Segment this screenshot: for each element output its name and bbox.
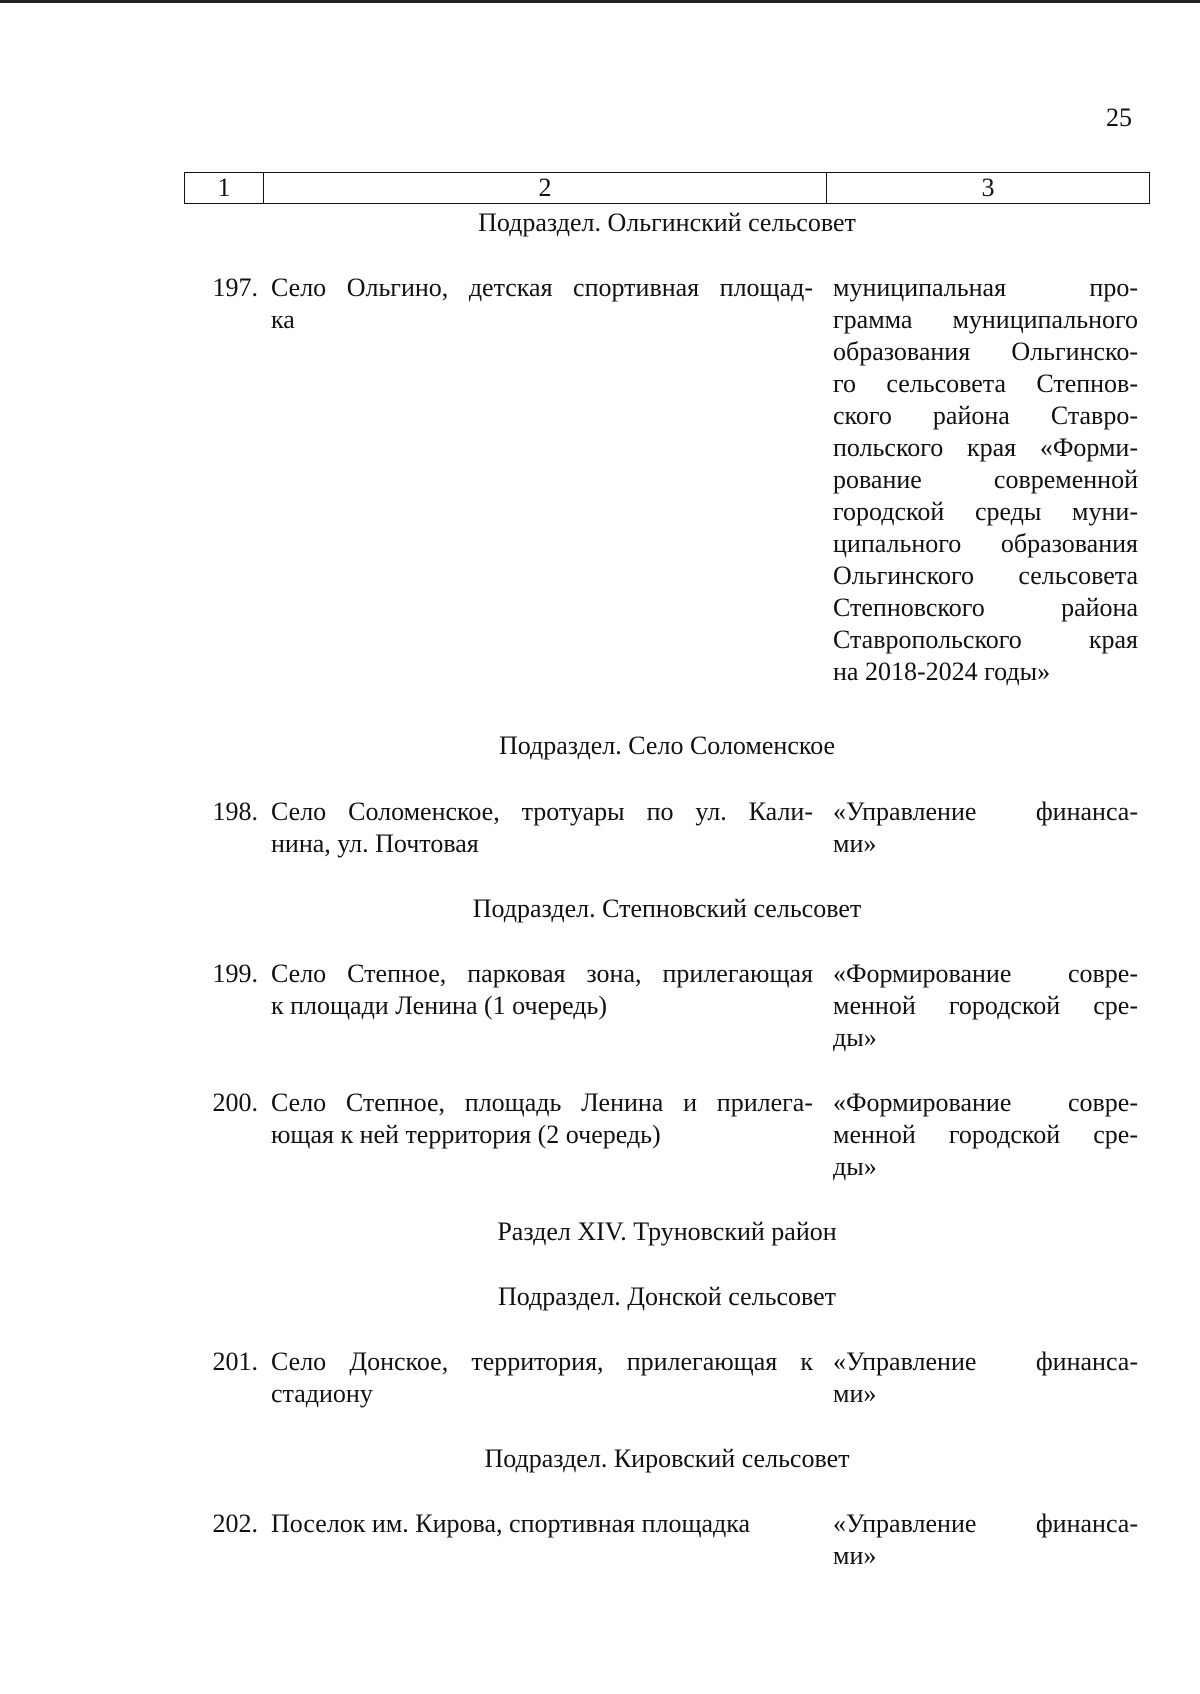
text-line: нина, ул. Почтовая (271, 829, 479, 858)
text-line: го сельсовета Степнов- (833, 369, 1138, 398)
text-line: «Управление финанса- (833, 797, 1138, 826)
row-program-name (833, 1346, 1138, 1410)
column-header-3: 3 (827, 173, 1150, 204)
text-line: ми» (833, 829, 877, 858)
row-number: 200. (212, 1088, 258, 1117)
text-line: стадиону (271, 1379, 373, 1408)
text-line: городской среды муни- (833, 497, 1138, 526)
row-program-name (833, 958, 1138, 1054)
text-line: «Формирование совре- (833, 1088, 1138, 1117)
text-line: «Управление финанса- (833, 1509, 1138, 1538)
text-line: грамма муниципального (833, 305, 1138, 334)
column-header-2: 2 (264, 173, 827, 204)
row-program-name (833, 1508, 1138, 1572)
text-line: «Управление финанса- (833, 1347, 1138, 1376)
text-line: ми» (833, 1379, 877, 1408)
text-line: ды» (833, 1152, 877, 1181)
text-line: рование современной (833, 465, 1138, 494)
text-line: «Формирование совре- (833, 959, 1138, 988)
row-number: 199. (212, 959, 258, 988)
top-border-line (0, 0, 1200, 3)
row-object-description (271, 1346, 813, 1410)
row-object-description (271, 958, 813, 1022)
row-number: 201. (212, 1347, 258, 1376)
text-line: ми» (833, 1541, 877, 1570)
text-line: менной городской сре- (833, 991, 1138, 1020)
text-line: Село Степное, площадь Ленина и прилега- (271, 1088, 813, 1117)
text-line: ципального образования (833, 529, 1138, 558)
text-line: ского района Ставро- (833, 401, 1138, 430)
text-line: Село Соломенское, тротуары по ул. Кали- (271, 797, 813, 826)
subsection-heading: Подраздел. Донской сельсовет (497, 1282, 837, 1311)
text-line: Село Донское, территория, прилегающая к (271, 1347, 813, 1376)
row-program-name (833, 272, 1138, 688)
text-line: Село Степное, парковая зона, прилегающая (271, 959, 813, 988)
column-header-1: 1 (185, 173, 264, 204)
text-line: менной городской сре- (833, 1120, 1138, 1149)
text-line: Степновского района (833, 593, 1138, 622)
row-object-description (271, 1508, 813, 1540)
column-header-table (184, 172, 1150, 204)
text-line: к площади Ленина (1 очередь) (271, 991, 608, 1020)
page-number: 25 (1106, 103, 1132, 132)
subsection-heading: Подраздел. Кировский сельсовет (484, 1444, 850, 1473)
row-object-description (271, 272, 813, 336)
text-line: муниципальная про- (833, 273, 1138, 302)
text-line: Поселок им. Кирова, спортивная площадка (271, 1509, 751, 1538)
text-line: Ставропольского края (833, 625, 1138, 654)
text-line: образования Ольгинско- (833, 337, 1138, 366)
text-line: Село Ольгино, детская спортивная площад- (271, 273, 813, 302)
subsection-heading: Подраздел. Степновский сельсовет (472, 894, 862, 923)
text-line: ка (271, 305, 295, 334)
row-object-description (271, 796, 813, 860)
row-object-description (271, 1087, 813, 1151)
text-line: ющая к ней территория (2 очередь) (271, 1120, 661, 1149)
row-number: 197. (212, 273, 258, 302)
text-line: на 2018-2024 годы» (833, 657, 1051, 686)
subsection-heading: Подраздел. Ольгинский сельсовет (478, 208, 856, 237)
section-heading: Раздел XIV. Труновский район (497, 1217, 837, 1246)
row-program-name (833, 796, 1138, 860)
text-line: ды» (833, 1023, 877, 1052)
row-program-name (833, 1087, 1138, 1183)
row-number: 198. (212, 797, 258, 826)
subsection-heading: Подраздел. Село Соломенское (498, 731, 836, 760)
text-line: польского края «Форми- (833, 433, 1138, 462)
text-line: Ольгинского сельсовета (833, 561, 1138, 590)
row-number: 202. (212, 1509, 258, 1538)
